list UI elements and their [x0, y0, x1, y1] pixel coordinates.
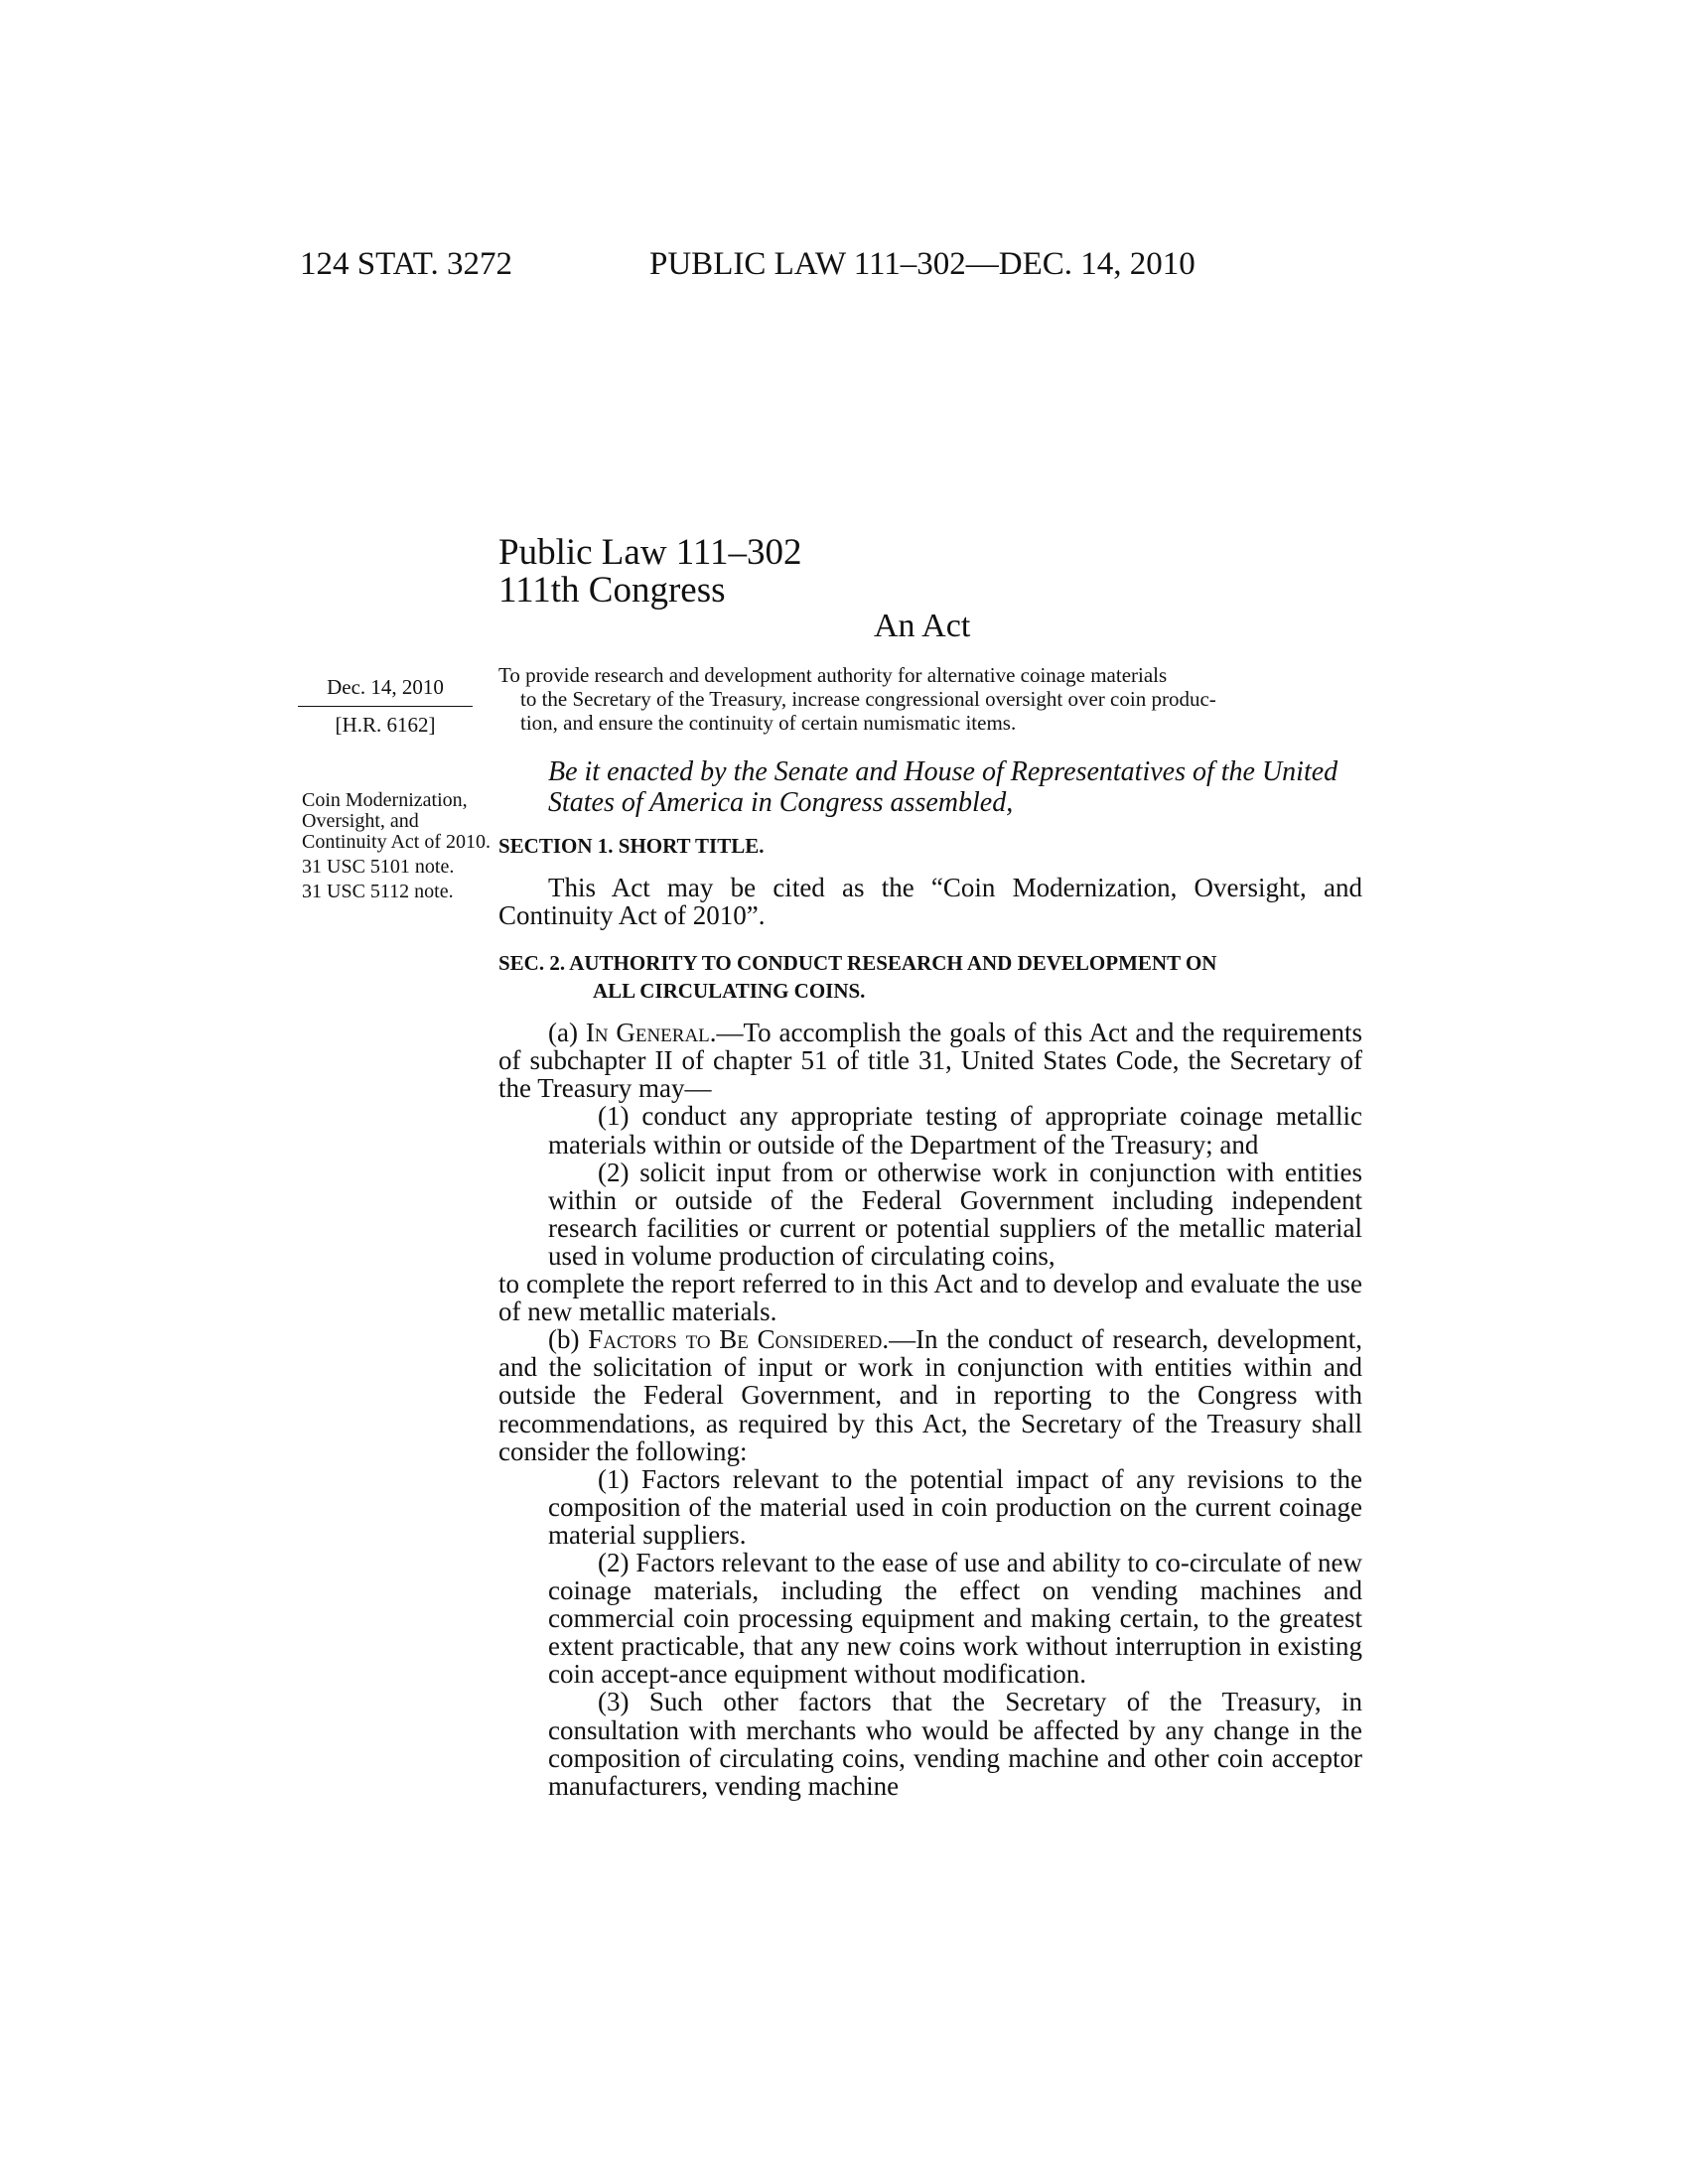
act-body — [498, 832, 1362, 1800]
act-heading: An Act — [874, 608, 971, 644]
subsection-a-label: (a) — [548, 1018, 586, 1048]
bill-number: [H.R. 6162] — [335, 713, 436, 737]
margin-note-usc-5101: 31 USC 5101 note. — [302, 856, 455, 878]
subsection-b-caption: Factors to Be Considered — [588, 1324, 883, 1355]
subsection-b-item-2: (2) Factors relevant to the ease of use and ability to co-circulate of new coinage materials, including the effect on vending machines and commercial coin processing equipment and making certain, to the greatest extent practicable, that any new coins work without interruption in existing coin accept-ance equipment without modification. — [548, 1547, 1362, 1690]
enactment-date: Dec. 14, 2010 — [327, 675, 444, 699]
subsection-a-item-2: (2) solicit input from or otherwise work in conjunction with entities within or outside of the Federal Government including independent research facilities or current or potential suppliers of the metallic material used in volume production of circulating coins, — [548, 1157, 1362, 1271]
section-2-heading — [498, 949, 1362, 1005]
subsection-b-item-3: (3) Such other factors that the Secretary of the Treasury, in consultation with merchants who would be affected by any change in the composition of circulating coins, vending machine and other coin acceptor manufacturers, vending machine — [548, 1687, 1362, 1801]
subsection-a-caption: In General — [585, 1018, 710, 1048]
subsection-a — [498, 1019, 1362, 1102]
margin-notes — [302, 790, 491, 906]
section-2-heading-line: ALL CIRCULATING COINS. — [593, 979, 866, 1004]
subsection-b-label: (b) — [548, 1324, 589, 1355]
section-1-text: This Act may be cited as the “Coin Modernization, Oversight, and Continuity Act of 2010”. — [498, 873, 1362, 931]
congress-number: 111th Congress — [498, 570, 726, 611]
margin-note-short-title: Coin Modernization, Oversight, and Continuity Act of 2010. — [302, 789, 491, 853]
enacting-clause — [498, 756, 1362, 818]
section-1-heading: SECTION 1. SHORT TITLE. — [498, 834, 765, 858]
running-title: PUBLIC LAW 111–302—DEC. 14, 2010 — [649, 246, 1196, 282]
margin-note-usc-5112: 31 USC 5112 note. — [302, 881, 454, 902]
margin-divider — [298, 706, 473, 707]
statute-page-number: 124 STAT. 3272 — [300, 246, 513, 282]
law-title-block — [498, 534, 802, 610]
subsection-a-item-1: (1) conduct any appropriate testing of appropriate coinage metallic materials within or outside of the Department of the Treasury; and — [548, 1101, 1362, 1160]
public-law-number: Public Law 111–302 — [498, 532, 802, 573]
long-title-line: To provide research and development authority for alternative coinage materials — [498, 663, 1168, 687]
section-2-heading-line: SEC. 2. AUTHORITY TO CONDUCT RESEARCH AND DEVELOPMENT ON — [498, 951, 1217, 976]
long-title — [498, 663, 1362, 735]
subsection-a-text: .—To accomplish the goals of this Act and the requirements of subchapter II of chapter 51 of title 31, United States Code, the Secretary of the Treasury may— — [498, 1018, 1362, 1104]
long-title-line: tion, and ensure the continuity of certain numismatic items. — [520, 711, 1017, 735]
subsection-b-text: .—In the conduct of research, development, and the solicitation of input or work in conjunction with entities within and outside the Federal Government, and in reporting to the Congress with recommendations, as required by this Act, the Secretary of the Treasury shall consider the following: — [498, 1324, 1363, 1466]
subsection-a-closing: to complete the report referred to in this Act and to develop and evaluate the use of new metallic materials. — [498, 1269, 1362, 1327]
subsection-b — [498, 1325, 1362, 1464]
margin-date-block — [298, 675, 473, 738]
long-title-line: to the Secretary of the Treasury, increase congressional oversight over coin produc- — [520, 687, 1216, 711]
subsection-b-item-1: (1) Factors relevant to the potential impact of any revisions to the composition of the material used in coin production on the current coinage material suppliers. — [548, 1463, 1362, 1550]
enacting-clause-text: Be it enacted by the Senate and House of Representatives of the United States of America in Congress assembled, — [548, 756, 1338, 818]
